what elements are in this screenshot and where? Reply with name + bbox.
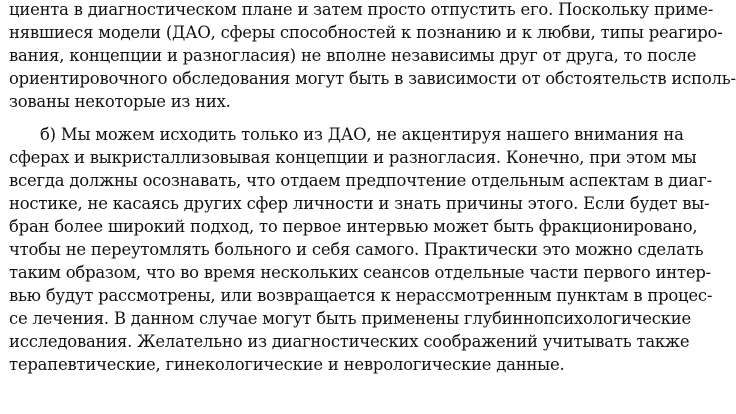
text-line: ностике, не касаясь других сфер личности и знать причины этого. Если будет вы- (9, 194, 710, 213)
text-line: исследования. Желательно из диагностических соображений учитывать также (9, 332, 690, 351)
text-line: бран более широкий подход, то первое интервью может быть фракционировано, (9, 217, 698, 236)
text-line: циента в диагностическом плане и затем просто отпустить его. Поскольку приме- (9, 0, 714, 19)
text-line: вью будут рассмотрены, или возвращается к нерассмотренным пунктам в процес- (9, 286, 713, 305)
text-line: ориентировочного обследования могут быть в зависимости от обстоятельств исполь- (9, 69, 736, 88)
text-line: сферах и выкристаллизовывая концепции и разногласия. Конечно, при этом мы (9, 148, 697, 167)
text-line: терапевтические, гинекологические и неврологические данные. (9, 355, 565, 374)
text-line: се лечения. В данном случае могут быть применены глубиннопсихологические (9, 309, 692, 328)
text-line: вания, концепции и разногласия) не вполне независимы друг от друга, то после (9, 46, 697, 65)
text-line: таким образом, что во время нескольких сеансов отдельные части первого интер- (9, 263, 711, 282)
text-line: б) Мы можем исходить только из ДАО, не акцентируя нашего внимания на (40, 125, 684, 144)
text-line: всегда должны осознавать, что отдаем предпочтение отдельным аспектам в диаг- (9, 171, 712, 190)
text-line: чтобы не переутомлять больного и себя самого. Практически это можно сделать (9, 240, 704, 259)
text-line: нявшиеся модели (ДАО, сферы способностей к познанию и к любви, типы реагиро- (9, 23, 723, 42)
text-line: зованы некоторые из них. (9, 92, 231, 111)
